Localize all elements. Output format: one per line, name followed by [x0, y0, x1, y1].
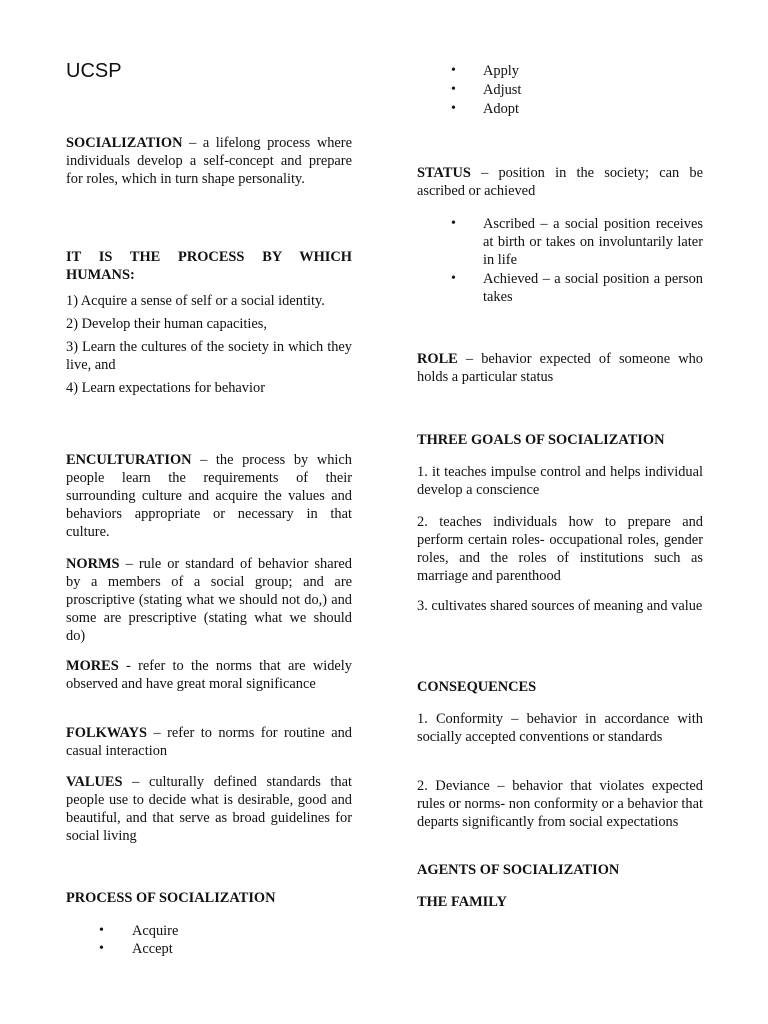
bullet-icon: •: [451, 216, 456, 231]
enculturation-text: – the process by which people learn the requirements of their surrounding culture and acquire the values and behaviors appropriate or necessary in that culture.: [66, 452, 352, 540]
list-item-text: Apply: [483, 63, 519, 79]
list-item: [66, 940, 352, 958]
term-socialization: SOCIALIZATION: [66, 135, 183, 151]
status-types-list: [417, 215, 703, 306]
list-item: [417, 270, 703, 306]
term-enculturation: ENCULTURATION: [66, 452, 192, 468]
consequence-item: 1. Conformity – behavior in accordance with socially accepted conventions or standards: [417, 711, 703, 745]
process-step: 1) Acquire a sense of self or a social identity.: [66, 293, 325, 309]
process-items-continued: [417, 62, 703, 118]
socialization-text: – a lifelong process where individuals develop a self-concept and prepare for roles, which in turn shape personality.: [66, 135, 352, 187]
values-text: – culturally defined standards that people use to decide what is desirable, good and beautiful, and that serve as broad guidelines for social living: [66, 774, 352, 844]
process-of-socialization-heading: PROCESS OF SOCIALIZATION: [66, 890, 276, 906]
folkways-text: – refer to norms for routine and casual interaction: [66, 725, 352, 759]
document-title: UCSP: [66, 60, 122, 82]
list-item-text: Adopt: [483, 101, 519, 117]
norms-definition: [66, 555, 352, 645]
role-definition: [417, 350, 703, 386]
process-step: 2) Develop their human capacities,: [66, 316, 267, 332]
bullet-icon: •: [99, 923, 104, 938]
status-definition: [417, 164, 703, 200]
term-folkways: FOLKWAYS: [66, 725, 148, 741]
term-mores: MORES: [66, 658, 119, 674]
norms-text: – rule or standard of behavior shared by a members of a social group; and are proscriptive (stating what we should not do,) and some are prescriptive (stating what we should do): [66, 556, 352, 644]
status-text: – position in the society; can be ascribed or achieved: [417, 165, 703, 199]
bullet-icon: •: [451, 271, 456, 286]
goal-item: 1. it teaches impulse control and helps individual develop a conscience: [417, 464, 703, 498]
process-step: 4) Learn expectations for behavior: [66, 380, 265, 396]
mores-text: - refer to the norms that are widely observed and have great moral significance: [66, 658, 352, 692]
mores-definition: [66, 657, 352, 693]
list-item: [417, 81, 703, 99]
process-heading: IT IS THE PROCESS BY WHICH HUMANS:: [66, 249, 352, 283]
process-steps-list: [66, 292, 352, 402]
bullet-icon: •: [451, 63, 456, 78]
term-status: STATUS: [417, 165, 471, 181]
list-item: [417, 100, 703, 118]
family-heading: THE FAMILY: [417, 894, 507, 910]
goal-item: 3. cultivates shared sources of meaning and value: [417, 598, 703, 614]
list-item-text: Ascribed – a social position receives at birth or takes on involuntarily later in life: [483, 216, 703, 268]
consequences-heading: CONSEQUENCES: [417, 679, 537, 695]
bullet-icon: •: [451, 82, 456, 97]
socialization-definition: [66, 134, 352, 188]
consequence-item: 2. Deviance – behavior that violates expected rules or norms- non conformity or a behavior that departs significantly from social expectations: [417, 778, 703, 830]
term-role: ROLE: [417, 351, 458, 367]
goals-heading: THREE GOALS OF SOCIALIZATION: [417, 432, 665, 448]
role-text: – behavior expected of someone who holds a particular status: [417, 351, 703, 385]
agents-heading: AGENTS OF SOCIALIZATION: [417, 862, 620, 878]
folkways-definition: [66, 724, 352, 760]
list-item: [417, 62, 703, 80]
list-item-text: Acquire: [132, 923, 179, 939]
term-values: VALUES: [66, 774, 123, 790]
list-item-text: Accept: [132, 941, 173, 957]
list-item: [417, 215, 703, 269]
term-norms: NORMS: [66, 556, 120, 572]
list-item-text: Achieved – a social position a person takes: [483, 271, 703, 305]
process-of-socialization-list: [66, 922, 352, 958]
values-definition: [66, 773, 352, 845]
bullet-icon: •: [99, 941, 104, 956]
enculturation-definition: [66, 451, 352, 541]
process-step: 3) Learn the cultures of the society in which they live, and: [66, 339, 352, 373]
goal-item: 2. teaches individuals how to prepare and perform certain roles- occupational roles, gender roles, and the roles of institutions such as marriage and parenthood: [417, 514, 703, 584]
bullet-icon: •: [451, 101, 456, 116]
list-item-text: Adjust: [483, 82, 522, 98]
list-item: [66, 922, 352, 940]
